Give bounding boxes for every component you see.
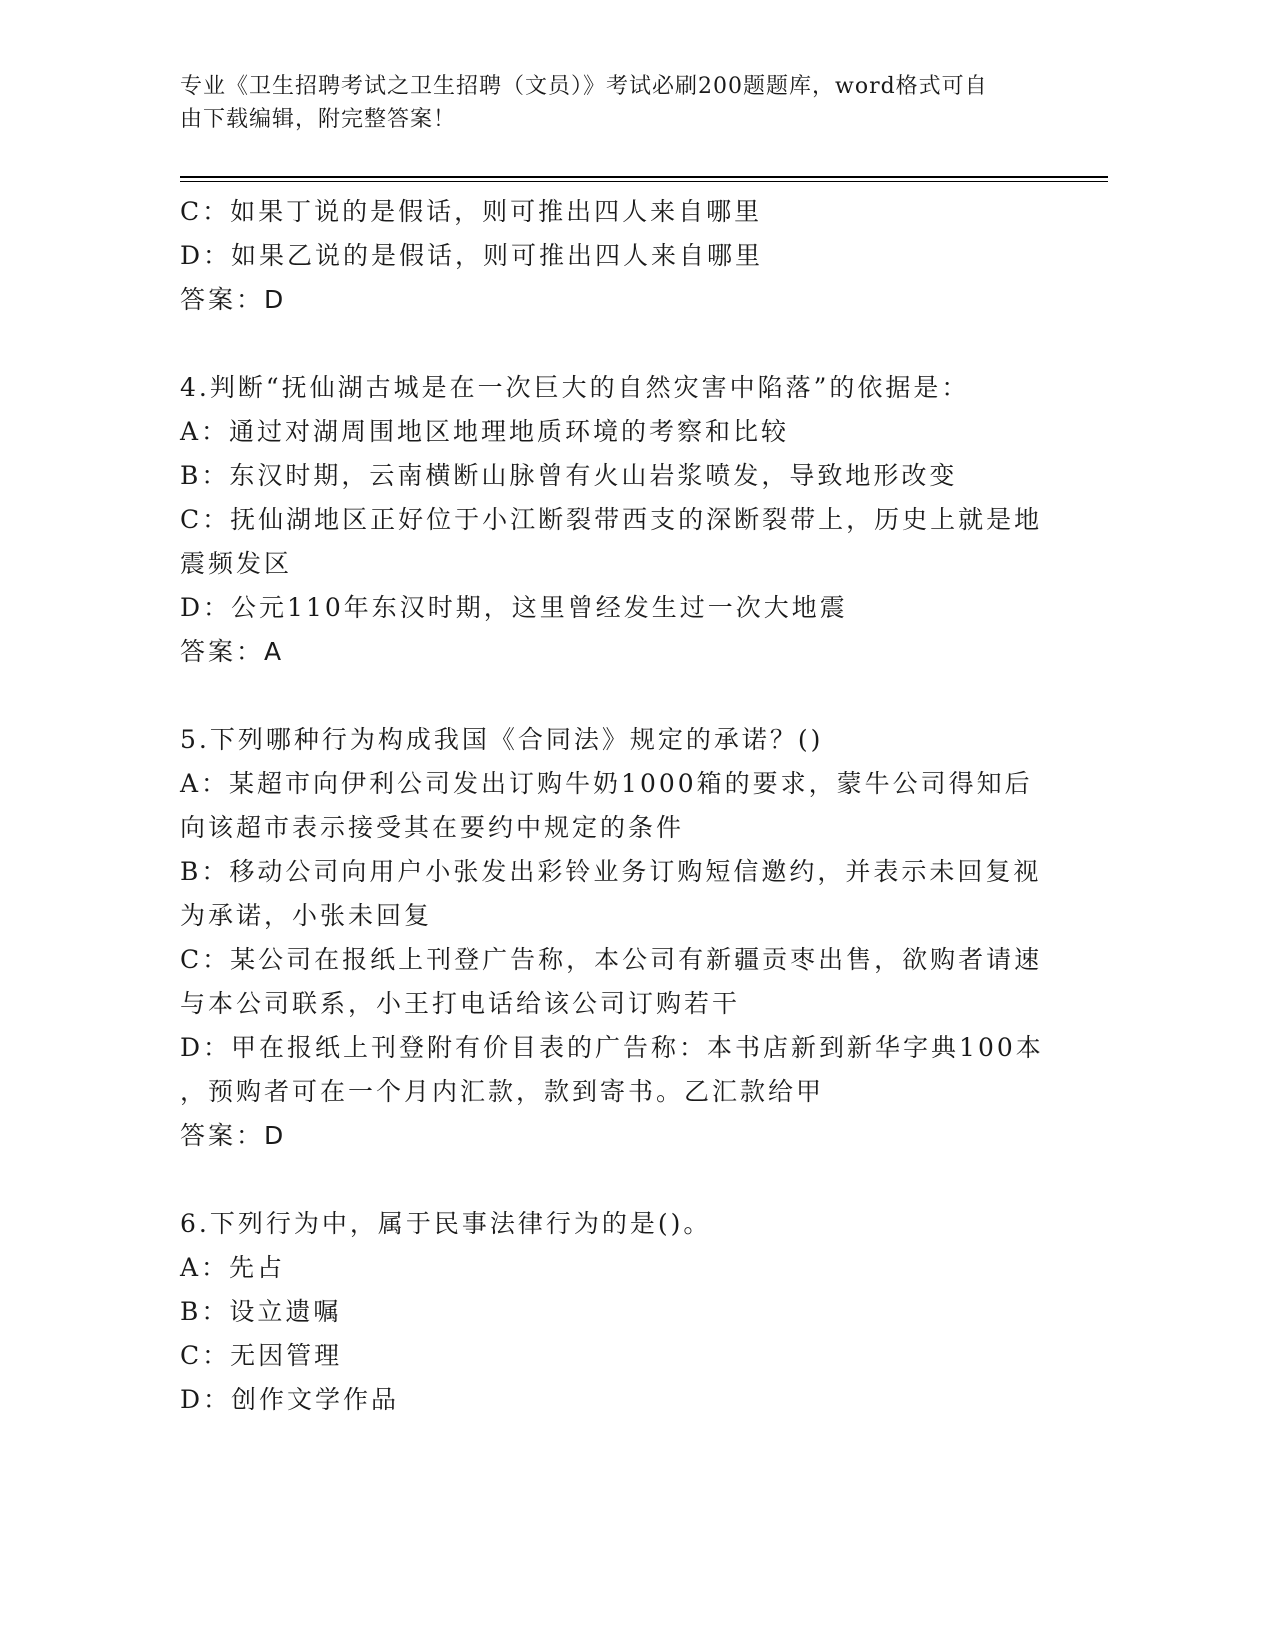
option-d: D：如果乙说的是假话，则可推出四人来自哪里: [180, 241, 764, 270]
carryover-question: [180, 190, 1040, 322]
question-stem: 6.下列行为中，属于民事法律行为的是()。: [180, 1209, 712, 1238]
option-c: C：无因管理: [180, 1341, 343, 1370]
option-d: D：公元110年东汉时期，这里曾经发生过一次大地震: [180, 593, 848, 622]
question-5: [180, 718, 1044, 1158]
question-stem: 5.下列哪种行为构成我国《合同法》规定的承诺？(): [180, 725, 824, 754]
option-b: B：设立遗嘱: [180, 1297, 342, 1326]
option-d: D：甲在报纸上刊登附有价目表的广告称：本书店新到新华字典100本: [180, 1033, 1044, 1062]
option-c: C：如果丁说的是假话，则可推出四人来自哪里: [180, 197, 763, 226]
question-stem: 4.判断“抚仙湖古城是在一次巨大的自然灾害中陷落”的依据是：: [180, 373, 970, 402]
option-c-continued: 震频发区: [180, 549, 293, 578]
question-6: [180, 1202, 1040, 1422]
header-line-1: 专业《卫生招聘考试之卫生招聘（文员）》考试必刷200题题库，word格式可自: [180, 74, 988, 99]
option-a: A：先占: [180, 1253, 286, 1282]
header-divider-thin: [180, 181, 1108, 182]
option-d-continued: ，预购者可在一个月内汇款，款到寄书。乙汇款给甲: [180, 1077, 825, 1106]
option-d: D：创作文学作品: [180, 1385, 400, 1414]
option-b: B：移动公司向用户小张发出彩铃业务订购短信邀约，并表示未回复视: [180, 857, 1042, 886]
option-b: B：东汉时期，云南横断山脉曾有火山岩浆喷发，导致地形改变: [180, 461, 958, 490]
option-c-continued: 与本公司联系，小王打电话给该公司订购若干: [180, 989, 741, 1018]
answer-line: 答案：A: [180, 637, 285, 666]
header-divider-thick: [180, 176, 1108, 178]
option-c: C：某公司在报纸上刊登广告称，本公司有新疆贡枣出售，欲购者请速: [180, 945, 1043, 974]
header-line-2: 由下载编辑，附完整答案！: [180, 107, 457, 132]
option-b-continued: 为承诺，小张未回复: [180, 901, 433, 930]
answer-line: 答案：D: [180, 285, 287, 314]
answer-line: 答案：D: [180, 1121, 287, 1150]
document-body: [180, 190, 1044, 1422]
document-header: [180, 70, 1040, 136]
question-4: [180, 366, 1043, 674]
option-a-continued: 向该超市表示接受其在要约中规定的条件: [180, 813, 685, 842]
option-c: C：抚仙湖地区正好位于小江断裂带西支的深断裂带上，历史上就是地: [180, 505, 1043, 534]
option-a: A：某超市向伊利公司发出订购牛奶1000箱的要求，蒙牛公司得知后: [180, 769, 1033, 798]
option-a: A：通过对湖周围地区地理地质环境的考察和比较: [180, 417, 790, 446]
